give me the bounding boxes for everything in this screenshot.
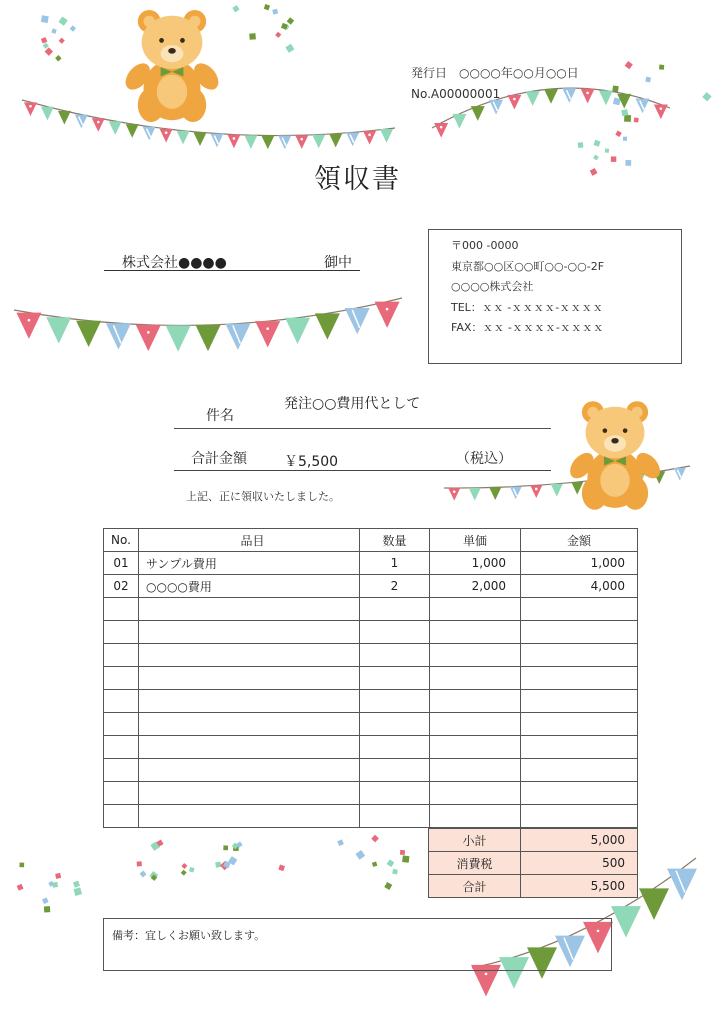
cell-item (139, 782, 360, 805)
cell-item (139, 713, 360, 736)
cell-no (104, 690, 139, 713)
table-row (104, 621, 638, 644)
remarks-text: 備考：宜しくお願い致します。 (112, 929, 266, 942)
subject-value: 発注○○費用代として (284, 396, 421, 412)
issuer-postal: 〒000 -0000 (451, 239, 519, 252)
header-amount: 金額 (521, 529, 638, 552)
cell-no (104, 805, 139, 828)
cell-no (104, 713, 139, 736)
issuer-box (428, 229, 682, 364)
remarks-box (103, 918, 612, 971)
issuer-address: 東京都○○区○○町○○-○○-2F (451, 259, 605, 273)
table-row (104, 552, 638, 575)
cell-price (430, 736, 521, 759)
cell-amount (521, 598, 638, 621)
cell-item (139, 621, 360, 644)
cell-item (139, 805, 360, 828)
table-row (104, 598, 638, 621)
cell-no: 02 (104, 575, 139, 598)
cell-amount: 4,000 (521, 575, 638, 598)
cell-amount (521, 713, 638, 736)
cell-price (430, 805, 521, 828)
cell-qty (360, 759, 430, 782)
cell-item (139, 690, 360, 713)
cell-qty (360, 736, 430, 759)
cell-price (430, 713, 521, 736)
cell-amount: 1,000 (521, 552, 638, 575)
cell-amount (521, 759, 638, 782)
issuer-fax: FAX：ｘｘ -ｘｘｘｘ-ｘｘｘｘ (451, 321, 604, 334)
addressee-honorific: 御中 (324, 255, 352, 271)
tax-row (429, 852, 638, 875)
cell-price: 1,000 (430, 552, 521, 575)
table-row (104, 736, 638, 759)
cell-qty (360, 644, 430, 667)
items-table (103, 528, 638, 828)
grand-total-row (429, 875, 638, 898)
total-value: ￥5,500 (284, 454, 339, 470)
cell-qty (360, 598, 430, 621)
document-number: No.A00000001 (411, 87, 501, 101)
table-row (104, 713, 638, 736)
cell-price (430, 782, 521, 805)
table-row (104, 575, 638, 598)
header-qty: 数量 (360, 529, 430, 552)
cell-amount (521, 621, 638, 644)
cell-qty (360, 667, 430, 690)
subtotal-row (429, 829, 638, 852)
cell-no (104, 621, 139, 644)
cell-price (430, 598, 521, 621)
cell-price (430, 644, 521, 667)
addressee-underline (104, 270, 360, 271)
cell-price (430, 621, 521, 644)
cell-no (104, 759, 139, 782)
header-no: No. (104, 529, 139, 552)
cell-amount (521, 805, 638, 828)
cell-item (139, 667, 360, 690)
cell-amount (521, 644, 638, 667)
table-row (104, 644, 638, 667)
cell-price (430, 690, 521, 713)
cell-no (104, 736, 139, 759)
cell-amount (521, 782, 638, 805)
addressee-name: 株式会社●●●● (122, 255, 227, 271)
cell-no (104, 667, 139, 690)
issue-date: 発行日 ○○○○年○○月○○日 (411, 66, 579, 80)
table-header-row (104, 529, 638, 552)
cell-no (104, 644, 139, 667)
subject-label: 件名 (206, 408, 234, 424)
header-item: 品目 (139, 529, 360, 552)
tax-note: （税込） (456, 451, 512, 467)
subject-underline (174, 428, 551, 429)
cell-no (104, 598, 139, 621)
cell-amount (521, 667, 638, 690)
cell-amount (521, 690, 638, 713)
tax-label: 消費税 (429, 852, 521, 875)
cell-amount (521, 736, 638, 759)
cell-qty (360, 713, 430, 736)
cell-qty: 1 (360, 552, 430, 575)
cell-qty (360, 621, 430, 644)
cell-qty (360, 805, 430, 828)
table-row (104, 690, 638, 713)
total-underline (174, 470, 551, 471)
cell-item (139, 736, 360, 759)
grand-total-value: 5,500 (521, 875, 638, 898)
cell-qty: 2 (360, 575, 430, 598)
subtotal-label: 小計 (429, 829, 521, 852)
subtotal-value: 5,000 (521, 829, 638, 852)
cell-item (139, 598, 360, 621)
cell-qty (360, 782, 430, 805)
cell-price (430, 667, 521, 690)
cell-price (430, 759, 521, 782)
grand-total-label: 合計 (429, 875, 521, 898)
cell-item (139, 759, 360, 782)
cell-qty (360, 690, 430, 713)
total-label: 合計金額 (191, 451, 247, 467)
cell-item (139, 644, 360, 667)
cell-no: 01 (104, 552, 139, 575)
table-row (104, 805, 638, 828)
issuer-company: ○○○○株式会社 (451, 280, 534, 293)
tax-value: 500 (521, 852, 638, 875)
issuer-tel: TEL：ｘｘ -ｘｘｘｘ-ｘｘｘｘ (451, 300, 604, 314)
cell-item: ○○○○費用 (139, 575, 360, 598)
table-row (104, 759, 638, 782)
totals-table (428, 828, 638, 898)
header-price: 単価 (430, 529, 521, 552)
cell-no (104, 782, 139, 805)
page-title: 領収書 (314, 164, 401, 195)
cell-price: 2,000 (430, 575, 521, 598)
table-row (104, 667, 638, 690)
table-row (104, 782, 638, 805)
items-body (104, 552, 638, 828)
cell-item: サンプル費用 (139, 552, 360, 575)
receipt-statement: 上記、正に領収いたしました。 (186, 490, 340, 503)
